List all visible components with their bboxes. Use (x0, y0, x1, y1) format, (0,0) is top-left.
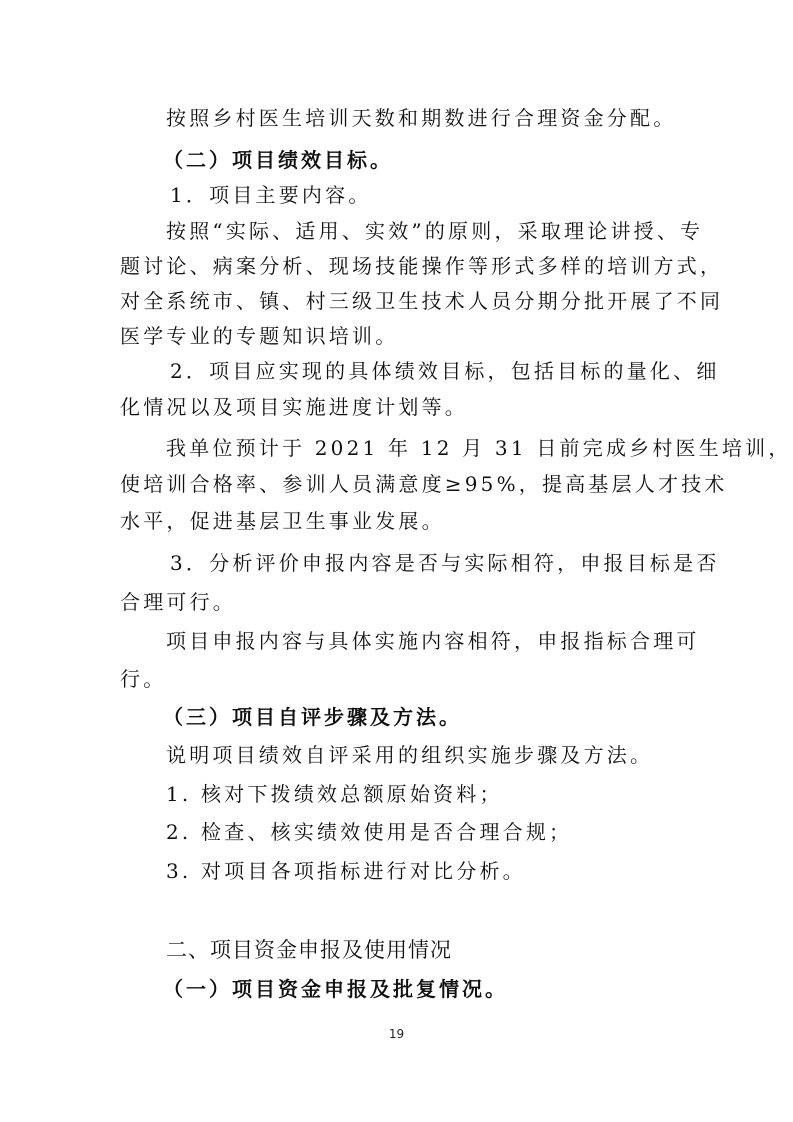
chapter-heading-funding: 二、项目资金申报及使用情况 (166, 938, 452, 962)
list-item: 2. 检查、核实绩效使用是否合理合规； (166, 820, 573, 844)
subheading-analysis: 3．分析评价申报内容是否与实际相符，申报目标是否 (170, 551, 720, 575)
paragraph-line: 题讨论、病案分析、现场技能操作等形式多样的培训方式， (120, 254, 724, 278)
paragraph-line: 化情况以及项目实施进度计划等。 (120, 395, 468, 419)
paragraph-line: 项目申报内容与具体实施内容相符，申报指标合理可 (166, 629, 700, 653)
paragraph-line: 说明项目绩效自评采用的组织实施步骤及方法。 (166, 743, 654, 767)
section-heading-self-evaluation: （三）项目自评步骤及方法。 (163, 705, 462, 729)
subheading-specific-goals: 2．项目应实现的具体绩效目标，包括目标的量化、细 (170, 359, 720, 383)
paragraph-line: 行。 (120, 667, 167, 691)
list-item: 3. 对项目各项指标进行对比分析。 (166, 859, 526, 883)
paragraph-line: 按照“实际、适用、实效”的原则，采取理论讲授、专 (166, 219, 704, 243)
section-heading-funding-approval: （一）项目资金申报及批复情况。 (163, 977, 508, 1001)
subheading-main-content: 1．项目主要内容。 (170, 183, 372, 207)
section-heading-performance-goals: （二）项目绩效目标。 (163, 148, 393, 172)
list-item: 1. 核对下拨绩效总额原始资料； (166, 782, 503, 806)
paragraph-line: 医学专业的专题知识培训。 (120, 324, 399, 348)
paragraph-line: 使培训合格率、参训人员满意度≥95%，提高基层人才技术 (120, 472, 728, 496)
page-number: 19 (388, 1027, 405, 1041)
paragraph-line: 我单位预计于 2021 年 12 月 31 日前完成乡村医生培训， (166, 436, 792, 460)
paragraph-line: 水平，促进基层卫生事业发展。 (120, 509, 445, 533)
paragraph-line: 合理可行。 (120, 590, 236, 614)
paragraph-line: 按照乡村医生培训天数和期数进行合理资金分配。 (166, 106, 677, 130)
paragraph-line: 对全系统市、镇、村三级卫生技术人员分期分批开展了不同 (120, 289, 724, 313)
